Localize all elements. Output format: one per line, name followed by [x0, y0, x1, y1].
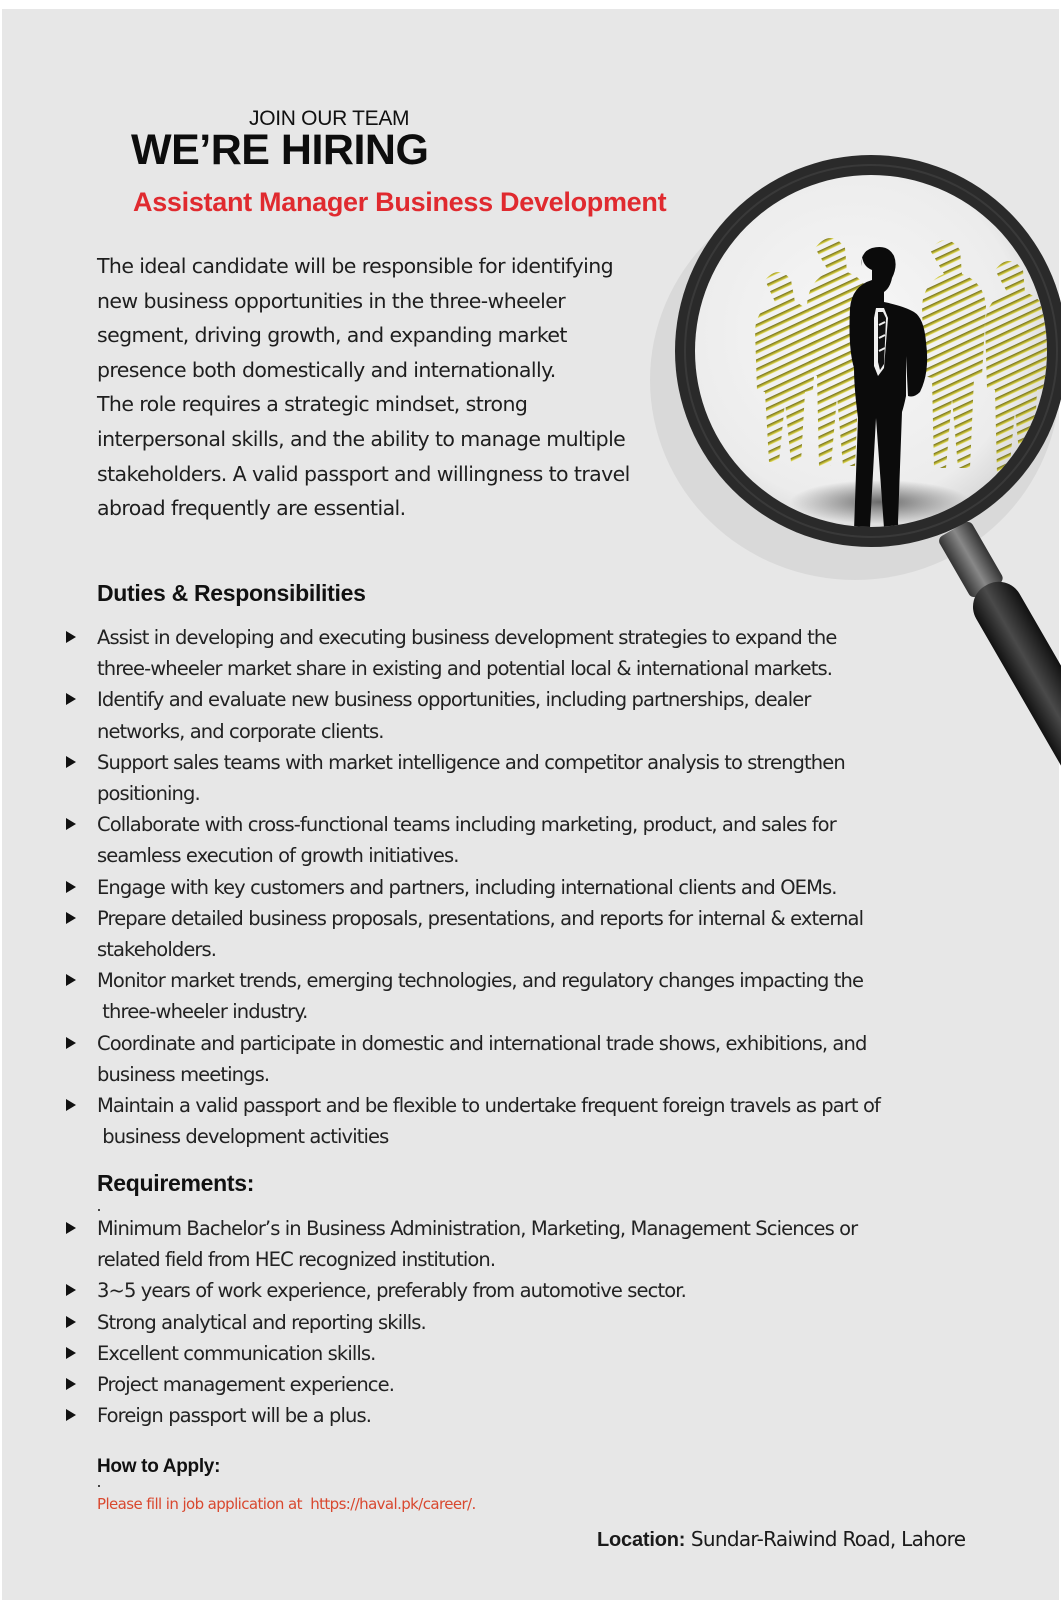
- requirement-item-line: Excellent communication skills.: [97, 1341, 376, 1365]
- duty-item-line: networks, and corporate clients.: [97, 719, 384, 743]
- requirement-item-line: Strong analytical and reporting skills.: [97, 1310, 426, 1334]
- how-to-apply-heading: How to Apply:: [97, 1456, 221, 1477]
- duty-item: [0, 872, 1061, 903]
- duty-item-line: Coordinate and participate in domestic and international trade shows, exhibitions, and: [97, 1031, 867, 1055]
- intro-line: The ideal candidate will be responsible for identifying: [97, 254, 613, 278]
- job-title: Assistant Manager Business Development: [133, 187, 667, 217]
- bullet-triangle-icon: [66, 693, 76, 705]
- intro-line: segment, driving growth, and expanding market: [97, 323, 567, 348]
- duty-item-line: three-wheeler industry.: [97, 1000, 308, 1024]
- bullet-triangle-icon: [66, 1037, 76, 1049]
- duty-item: [0, 809, 1061, 871]
- intro-paragraph: [97, 249, 697, 526]
- duty-item-line: positioning.: [97, 782, 200, 806]
- apply-instructions-link[interactable]: Please fill in job application at https://haval.pk/career/.: [97, 1495, 476, 1513]
- duty-item-line: Identify and evaluate new business opportunities, including partnerships, dealer: [97, 688, 811, 712]
- duties-list: [0, 622, 1061, 1152]
- duty-item-line: Collaborate with cross-functional teams including marketing, product, and sales for: [97, 813, 836, 837]
- duty-item: [0, 622, 1061, 684]
- bullet-triangle-icon: [66, 1222, 76, 1234]
- duty-item: [0, 684, 1061, 746]
- requirement-item-line: Minimum Bachelor’s in Business Administration, Marketing, Management Sciences or: [97, 1217, 858, 1240]
- intro-line: abroad frequently are essential.: [97, 496, 406, 521]
- requirement-item: [0, 1400, 1061, 1431]
- location-label: Location:: [597, 1529, 686, 1551]
- duty-item: [0, 965, 1061, 1027]
- duty-item: [0, 903, 1061, 965]
- bullet-triangle-icon: [66, 974, 76, 986]
- duty-item-line: seamless execution of growth initiatives.: [97, 844, 459, 868]
- duty-item-line: three-wheeler market share in existing and potential local & international markets.: [97, 657, 832, 681]
- requirement-item: [0, 1307, 1061, 1338]
- requirement-item: [0, 1338, 1061, 1369]
- bullet-triangle-icon: [66, 1099, 76, 1111]
- requirements-list: [0, 1213, 1061, 1431]
- stray-dot: [98, 1485, 100, 1487]
- requirement-item-line: Project management experience.: [97, 1373, 395, 1397]
- intro-line: new business opportunities in the three-wheeler: [97, 288, 566, 313]
- bullet-triangle-icon: [66, 631, 76, 643]
- bullet-triangle-icon: [66, 912, 76, 924]
- location: [597, 1527, 965, 1552]
- requirement-item-line: related field from HEC recognized institution.: [97, 1248, 496, 1272]
- duties-heading: Duties & Responsibilities: [97, 580, 366, 606]
- headline-were-hiring: WE’RE HIRING: [131, 126, 429, 174]
- requirements-heading: Requirements:: [97, 1170, 255, 1196]
- bullet-triangle-icon: [66, 1316, 76, 1328]
- intro-line: interpersonal skills, and the ability to manage multiple: [97, 426, 626, 451]
- duty-item-line: Support sales teams with market intelligence and competitor analysis to strengthen: [97, 750, 845, 774]
- bullet-triangle-icon: [66, 1347, 76, 1359]
- requirement-item: [0, 1275, 1061, 1306]
- requirement-item: [0, 1213, 1061, 1275]
- bullet-triangle-icon: [66, 1409, 76, 1421]
- kicker-join-our-team: JOIN OUR TEAM: [249, 107, 410, 130]
- duty-item-line: Prepare detailed business proposals, presentations, and reports for internal & external: [97, 906, 864, 930]
- duty-item-line: business development activities: [97, 1125, 389, 1149]
- bullet-triangle-icon: [66, 881, 76, 893]
- duty-item-line: Engage with key customers and partners, including international clients and OEMs.: [97, 875, 837, 899]
- bullet-triangle-icon: [66, 1378, 76, 1390]
- duty-item-line: business meetings.: [97, 1062, 270, 1086]
- duty-item-line: Monitor market trends, emerging technologies, and regulatory changes impacting the: [97, 969, 864, 993]
- duty-item-line: Maintain a valid passport and be flexible to undertake frequent foreign travels as part of: [97, 1094, 880, 1118]
- intro-line: presence both domestically and internationally.: [97, 357, 556, 382]
- duty-item-line: stakeholders.: [97, 938, 217, 962]
- duty-item: [0, 1090, 1061, 1152]
- bullet-triangle-icon: [66, 818, 76, 830]
- bullet-triangle-icon: [66, 1284, 76, 1296]
- duty-item: [0, 1028, 1061, 1090]
- intro-line: The role requires a strategic mindset, strong: [97, 392, 528, 417]
- requirement-item: [0, 1369, 1061, 1400]
- requirement-item-line: 3~5 years of work experience, preferably from automotive sector.: [97, 1279, 686, 1303]
- requirement-item-line: Foreign passport will be a plus.: [97, 1404, 372, 1428]
- location-value: Sundar-Raiwind Road, Lahore: [690, 1527, 966, 1551]
- intro-line: stakeholders. A valid passport and willingness to travel: [97, 461, 630, 486]
- duty-item-line: Assist in developing and executing business development strategies to expand the: [97, 626, 837, 649]
- duty-item: [0, 747, 1061, 809]
- bullet-triangle-icon: [66, 756, 76, 768]
- stray-dot: [98, 1209, 100, 1211]
